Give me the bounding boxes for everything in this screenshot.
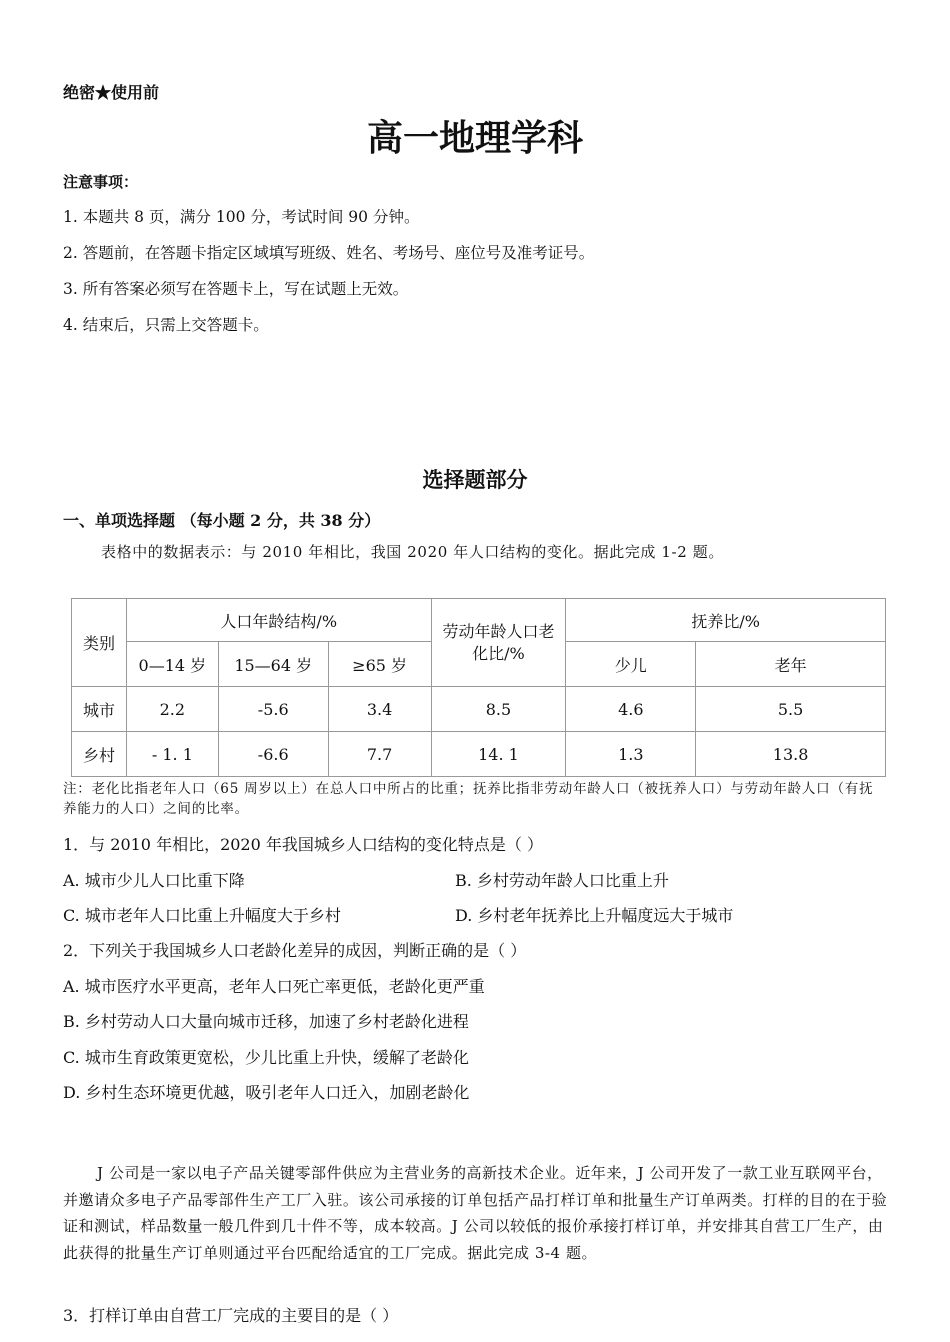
cell: 1.3 [566, 732, 696, 777]
header-age-15-64: 15—64 岁 [218, 642, 328, 687]
cell: -5.6 [218, 687, 328, 732]
question-1-stem: 1．与 2010 年相比，2020 年我国城乡人口结构的变化特点是（ ） [63, 835, 543, 854]
header-age-65: ≥65 岁 [328, 642, 431, 687]
population-table [71, 598, 886, 777]
passage-text: J 公司是一家以电子产品关键零部件供应为主营业务的高新技术企业。近年来，J 公司开发了一款工业互联网平台，并邀请众多电子产品零部件生产工厂入驻。该公司承接的订单包括产品打样订单和批量生产订单两类。打样的目的在于验证和测试，样品数量一般几件到几十件不等，成本较高。J 公司以较低的报价承接打样订单，并安排其自营工厂生产，由此获得的批量生产订单则通过平台匹配给适宜的工厂完成。据此完成 3-4 题。 [63, 1164, 888, 1262]
cell: -6.6 [218, 732, 328, 777]
header-age-0-14: 0—14 岁 [126, 642, 218, 687]
header-child: 少儿 [566, 642, 696, 687]
part-title: 一、单项选择题 （每小题 2 分，共 38 分） [63, 511, 381, 530]
cell: 4.6 [566, 687, 696, 732]
question-2-option-c: C. 城市生育政策更宽松，少儿比重上升快，缓解了老龄化 [63, 1048, 469, 1067]
question-2-option-b: B. 乡村劳动人口大量向城市迁移，加速了乡村老龄化进程 [63, 1012, 469, 1031]
cell: 8.5 [431, 687, 566, 732]
header-aging-ratio: 劳动年龄人口老化比/% [431, 599, 566, 687]
cell: 14. 1 [431, 732, 566, 777]
notice-item-4: 4. 结束后，只需上交答题卡。 [63, 316, 269, 334]
row-category: 乡村 [72, 732, 127, 777]
header-category: 类别 [72, 599, 127, 687]
question-2-stem: 2．下列关于我国城乡人口老龄化差异的成因，判断正确的是（ ） [63, 941, 527, 960]
notice-item-1: 1. 本题共 8 页，满分 100 分，考试时间 90 分钟。 [63, 208, 420, 226]
question-2-option-a: A. 城市医疗水平更高，老年人口死亡率更低，老龄化更严重 [63, 977, 485, 996]
section-title: 选择题部分 [422, 467, 528, 492]
question-1-option-c: C. 城市老年人口比重上升幅度大于乡村 [63, 906, 341, 925]
question-2-option-d: D. 乡村生态环境更优越，吸引老年人口迁入，加剧老龄化 [63, 1083, 470, 1102]
notice-item-2: 2. 答题前，在答题卡指定区域填写班级、姓名、考场号、座位号及准考证号。 [63, 244, 595, 262]
question-1-option-a: A. 城市少儿人口比重下降 [63, 871, 245, 890]
row-category: 城市 [72, 687, 127, 732]
cell: 7.7 [328, 732, 431, 777]
table-row [72, 732, 886, 777]
table-intro: 表格中的数据表示：与 2010 年相比，我国 2020 年人口结构的变化。据此完成 1-2 题。 [101, 543, 724, 561]
cell: 5.5 [696, 687, 886, 732]
table-note: 注：老化比指老年人口（65 周岁以上）在总人口中所占的比重；抚养比指非劳动年龄人口（被抚养人口）与劳动年龄人口（有抚养能力的人口）之间的比率。 [63, 781, 874, 817]
table-row [72, 687, 886, 732]
header-dependency-ratio: 抚养比/% [566, 599, 886, 642]
cell: 3.4 [328, 687, 431, 732]
question-1-option-b: B. 乡村劳动年龄人口比重上升 [455, 871, 669, 890]
notice-heading: 注意事项： [63, 173, 139, 191]
reading-passage [63, 1160, 898, 1266]
header-age-structure: 人口年龄结构/% [126, 599, 431, 642]
page-title: 高一地理学科 [366, 117, 583, 159]
header-elder: 老年 [696, 642, 886, 687]
cell: 2.2 [126, 687, 218, 732]
cell: 13.8 [696, 732, 886, 777]
confidential-label: 绝密★使用前 [63, 83, 160, 102]
cell: - 1. 1 [126, 732, 218, 777]
question-3-stem: 3．打样订单由自营工厂完成的主要目的是（ ） [63, 1306, 399, 1325]
notice-item-3: 3. 所有答案必须写在答题卡上，写在试题上无效。 [63, 280, 409, 298]
question-1-option-d: D. 乡村老年抚养比上升幅度远大于城市 [455, 906, 734, 925]
